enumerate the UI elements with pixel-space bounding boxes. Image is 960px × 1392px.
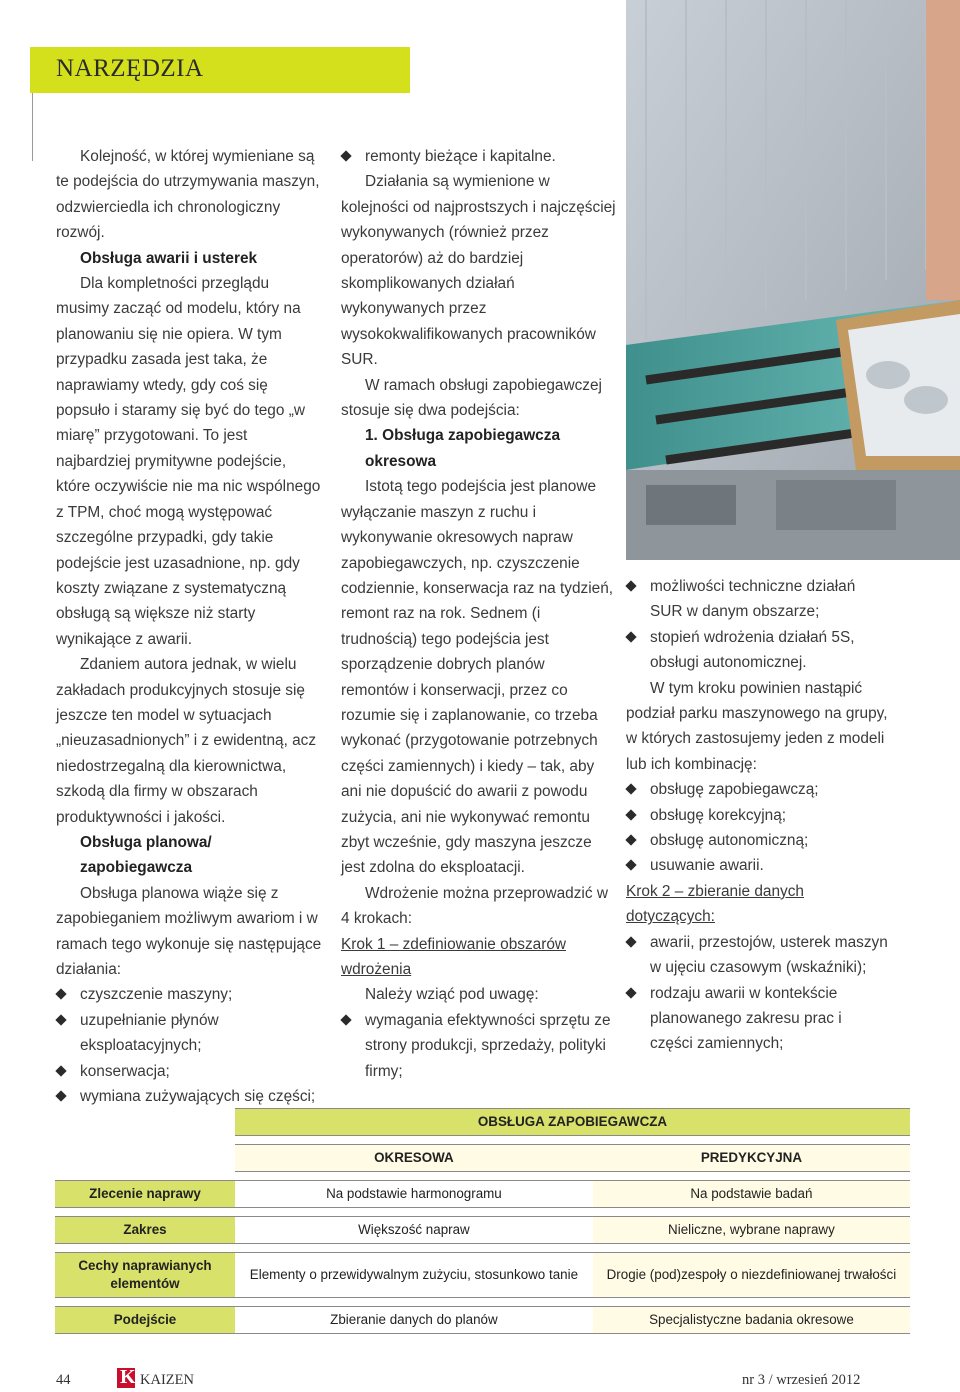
subheading: Obsługa awarii i usterek xyxy=(80,249,258,267)
row-label: Zlecenie naprawy xyxy=(55,1180,235,1208)
column-1 xyxy=(56,144,322,1109)
table-cell: Specjalistyczne badania okresowe xyxy=(593,1306,910,1334)
list-item: obsługę autonomiczną; xyxy=(626,828,888,853)
paragraph: Kolejność, w której wymieniane są te podejścia do utrzymywania maszyn, odzwierciedla ich chronologiczny rozwój. xyxy=(56,148,320,242)
table-cell: Elementy o przewidywalnym zużyciu, stosunkowo tanie xyxy=(235,1252,593,1298)
column-2 xyxy=(341,144,616,1084)
table-cell: Drogie (pod)zespoły o niezdefiniowanej trwałości xyxy=(593,1252,910,1298)
row-label: Zakres xyxy=(55,1216,235,1244)
table-row xyxy=(55,1306,910,1334)
table-cell: Na podstawie harmonogramu xyxy=(235,1180,593,1208)
list-item: czyszczenie maszyny; xyxy=(56,982,322,1007)
comparison-table xyxy=(55,1100,910,1342)
brand-name: KAIZEN xyxy=(140,1372,194,1388)
table-title: OBSŁUGA ZAPOBIEGAWCZA xyxy=(235,1108,910,1136)
table-cell: Na podstawie badań xyxy=(593,1180,910,1208)
page-number: 44 xyxy=(56,1372,71,1388)
column-3 xyxy=(626,574,888,1057)
row-label: Podejście xyxy=(55,1306,235,1334)
table-row xyxy=(55,1252,910,1298)
paragraph: Obsługa planowa wiąże się z zapobieganiem możliwym awariom i w ramach tego wykonuje się następujące działania: xyxy=(56,884,322,978)
list-item: wymiana zużywających się części; xyxy=(56,1084,322,1109)
table-row xyxy=(55,1216,910,1244)
list-item: obsługę korekcyjną; xyxy=(626,803,888,828)
divider-line xyxy=(32,93,33,161)
paragraph: Działania są wymienione w kolejności od najprostszych i najczęściej wykonywanych (również przez operatorów) aż do bardziej skomplikowanych działań wykonywanych przez wysokokwalifikowanych pracowników SUR. xyxy=(341,173,616,369)
paragraph: W tym kroku powinien nastąpić podział parku maszynowego na grupy, w których zastosujemy jeden z modeli lub ich kombinację: xyxy=(626,679,888,773)
list-item: obsługę zapobiegawczą; xyxy=(626,777,888,802)
paragraph: W ramach obsługi zapobiegawczej stosuje się dwa podejścia: xyxy=(341,376,602,420)
conveyor-machine-image xyxy=(626,0,960,560)
subheading: 1. Obsługa zapobiegawcza okresowa xyxy=(365,427,560,470)
list-item: stopień wdrożenia działań 5S, obsługi autonomicznej. xyxy=(626,625,888,676)
step-heading: Krok 1 – zdefiniowanie obszarów wdrożenia xyxy=(341,935,566,978)
logo-letter-icon: K xyxy=(120,1366,136,1388)
machine-photo xyxy=(626,0,960,560)
list-item: rodzaju awarii w kontekście planowanego zakresu prac i części zamiennych; xyxy=(626,981,888,1057)
list-item: remonty bieżące i kapitalne. xyxy=(341,144,616,169)
list-item: uzupełnianie płynów eksploatacyjnych; xyxy=(56,1008,322,1059)
column-header: OKRESOWA xyxy=(235,1144,593,1172)
list-item: usuwanie awarii. xyxy=(626,853,888,878)
table-cell: Większość napraw xyxy=(235,1216,593,1244)
list-item: awarii, przestojów, usterek maszyn w ujęciu czasowym (wskaźniki); xyxy=(626,930,888,981)
section-title: NARZĘDZIA xyxy=(56,55,204,82)
paragraph: Dla kompletności przeglądu musimy zacząć od modelu, który na planowaniu się nie opiera. W tym przypadku zasada jest taka, że naprawiamy wtedy, gdy coś się popsuło i staramy się być do tego „w miarę” przygotowani. To jest najbardziej prymitywne podejście, które oczywiście nie ma nic wspólnego z TPM, choć mogą występować szczególne przypadki, gdy takie podejście jest uzasadnione, np. gdy koszty związane z systematyczną obsługą są większe niż starty wynikające z awarii. xyxy=(56,275,321,648)
column-header: PREDYKCYJNA xyxy=(593,1144,910,1172)
paragraph: Wdrożenie można przeprowadzić w 4 krokach: xyxy=(341,884,608,928)
subheading: Obsługa planowa/ zapobiegawcza xyxy=(80,833,212,877)
list-item: wymagania efektywności sprzętu ze strony produkcji, sprzedaży, polityki firmy; xyxy=(341,1008,616,1084)
list-item: konserwacja; xyxy=(56,1059,322,1084)
issue-info: nr 3 / wrzesień 2012 xyxy=(742,1372,861,1388)
paragraph: Zdaniem autora jednak, w wielu zakładach produkcyjnych stosuje się jeszcze ten model w sytuacjach „nieuzasadnionych” i z ewidentną, acz niedostrzegalną dla kierownictwa, szkodą dla firmy w obszarach produktywności i jakości. xyxy=(56,656,317,826)
step-heading: Krok 2 – zbieranie danych dotyczących: xyxy=(626,882,804,926)
row-label: Cechy naprawianych elementów xyxy=(55,1252,235,1298)
paragraph: Należy wziąć pod uwagę: xyxy=(365,986,539,1004)
paragraph: Istotą tego podejścia jest planowe wyłączanie maszyn z ruchu i wykonywanie okresowych napraw zapobiegawczych, np. czyszczenie codziennie, konserwacja raz na tydzień, remont raz na rok. Sednem (i trudnością) tego podejścia jest sporządzenie dobrych planów remontów i konserwacji, przez co rozumie się i zaplanowanie, co trzeba wykonać (przygotowanie potrzebnych części zamiennych) i kiedy – tak, aby ani nie dopuścić do awarii z powodu zużycia, ani nie wykonywać remontu zbyt wcześnie, gdy maszyna jeszcze jest zdolna do eksploatacji. xyxy=(341,478,614,877)
list-item: możliwości techniczne działań SUR w danym obszarze; xyxy=(626,574,888,625)
table-cell: Zbieranie danych do planów xyxy=(235,1306,593,1334)
table-row xyxy=(55,1180,910,1208)
table-cell: Nieliczne, wybrane naprawy xyxy=(593,1216,910,1244)
